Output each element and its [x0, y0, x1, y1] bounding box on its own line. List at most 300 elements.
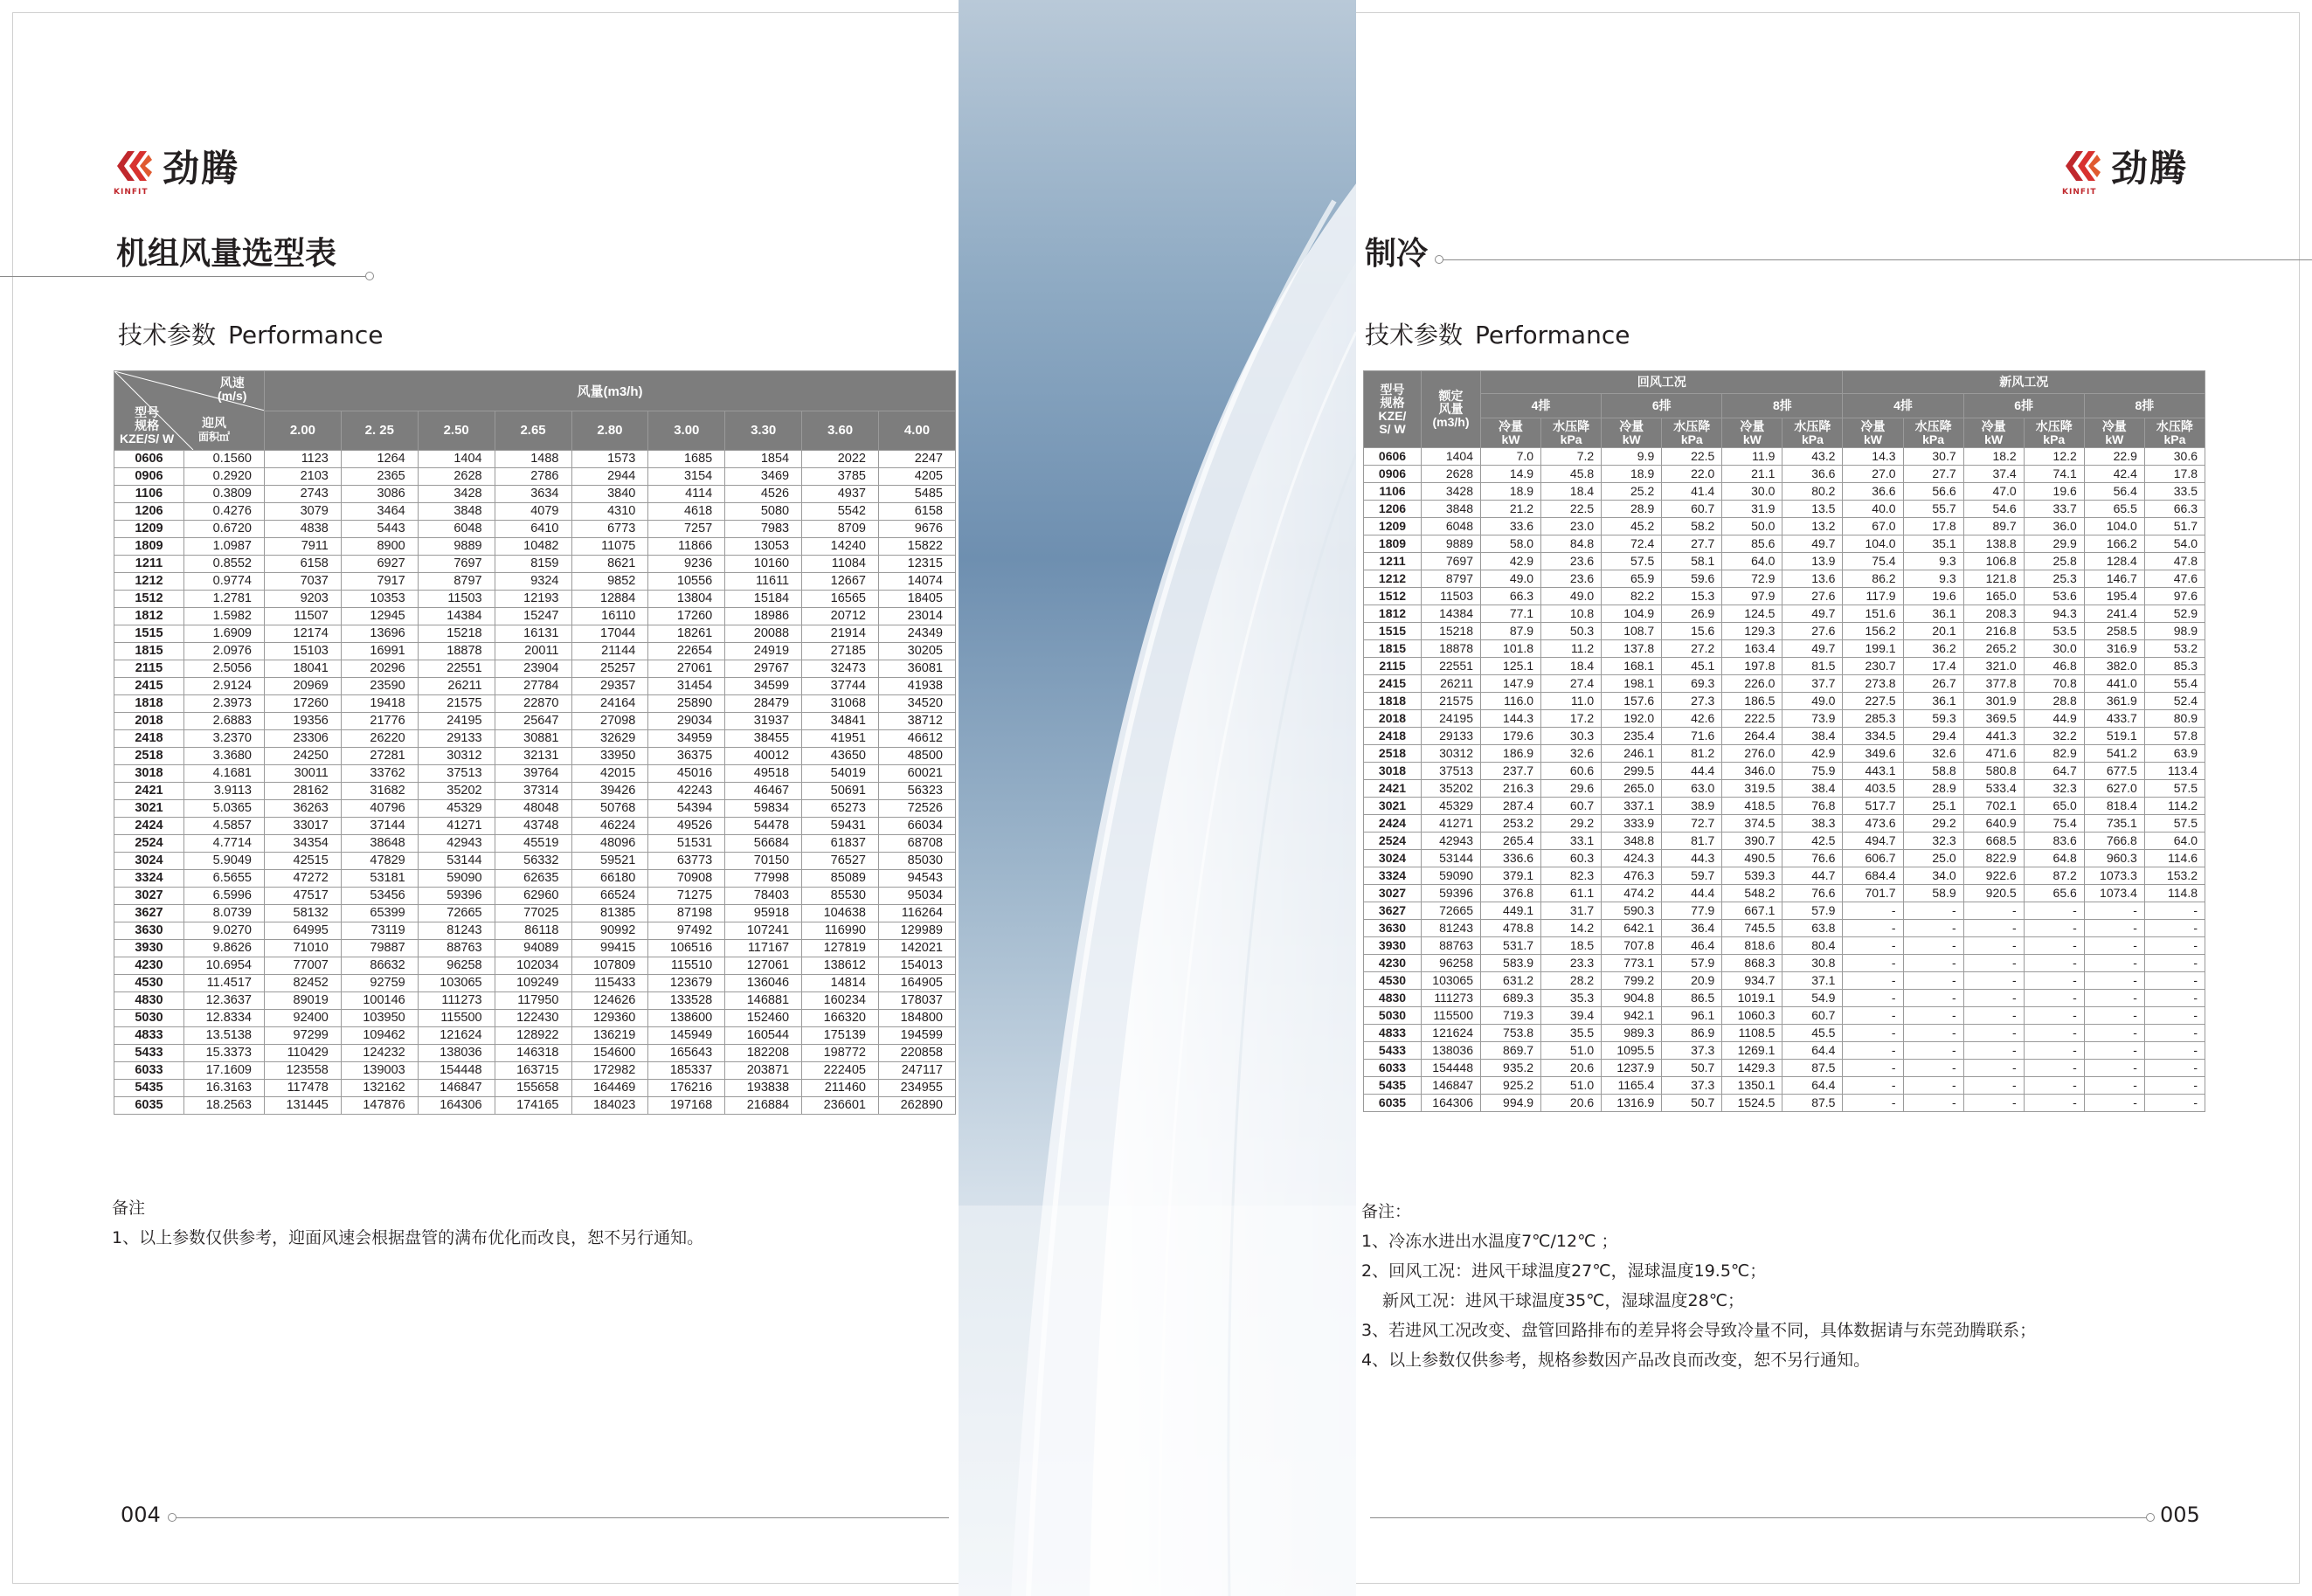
capacity-cell: 818.6	[1722, 937, 1782, 955]
airflow-cell: 36375	[648, 748, 725, 765]
capacity-cell: 418.5	[1722, 798, 1782, 815]
pressure-drop-cell: 57.9	[1662, 955, 1722, 972]
capacity-cell: -	[1963, 1060, 2024, 1077]
pressure-drop-cell: 64.4	[1782, 1077, 1843, 1095]
airflow-cell: 197168	[648, 1097, 725, 1115]
face-area-cell: 3.3680	[184, 748, 265, 765]
capacity-cell: 640.9	[1963, 815, 2024, 833]
capacity-cell: 166.2	[2084, 535, 2144, 553]
capacity-cell: -	[1963, 955, 2024, 972]
pressure-drop-cell: 30.7	[1903, 448, 1963, 466]
pressure-drop-cell: 22.5	[1662, 448, 1722, 466]
airflow-cell: 160544	[725, 1027, 802, 1045]
capacity-cell: -	[1963, 1025, 2024, 1042]
capacity-cell: 241.4	[2084, 605, 2144, 623]
airflow-cell: 48500	[879, 748, 956, 765]
model-cell: 3324	[114, 870, 184, 888]
airflow-cell: 178037	[879, 992, 956, 1010]
capacity-cell: 822.9	[1963, 850, 2024, 867]
pressure-drop-cell: 17.2	[1541, 710, 1602, 728]
pressure-drop-cell: 80.4	[1782, 937, 1843, 955]
pressure-drop-cell: 19.6	[1903, 588, 1963, 605]
table-row	[114, 1027, 956, 1045]
table-row	[114, 1080, 956, 1097]
table-row	[114, 678, 956, 695]
fresh-air-group-header: 新风工况	[1843, 371, 2205, 394]
model-cell: 2018	[114, 713, 184, 730]
capacity-cell: 735.1	[2084, 815, 2144, 833]
airflow-cell: 9676	[879, 521, 956, 538]
airflow-cell: 31454	[648, 678, 725, 695]
airflow-cell: 4937	[802, 486, 879, 503]
airflow-cell: 29767	[725, 660, 802, 678]
airflow-cell: 109462	[341, 1027, 418, 1045]
capacity-cell: -	[1843, 1095, 1903, 1112]
capacity-cell: 168.1	[1602, 658, 1662, 675]
capacity-cell: 42.9	[1481, 553, 1541, 570]
model-cell: 2418	[114, 730, 184, 748]
airflow-cell: 21575	[418, 695, 495, 713]
airflow-cell: 8797	[418, 573, 495, 591]
airflow-cell: 10482	[495, 538, 571, 556]
capacity-cell: 1316.9	[1602, 1095, 1662, 1112]
brand-logo-left	[114, 135, 239, 197]
airflow-cell: 9236	[648, 556, 725, 573]
table-row	[114, 643, 956, 660]
capacity-cell: 258.5	[2084, 623, 2144, 640]
left-subtitle-en: Performance	[228, 321, 384, 349]
pressure-drop-cell: -	[1903, 1060, 1963, 1077]
rated-airflow-cell: 164306	[1422, 1095, 1481, 1112]
capacity-cell: 539.3	[1722, 867, 1782, 885]
model-cell: 0906	[1364, 466, 1422, 483]
capacity-cell: 199.1	[1843, 640, 1903, 658]
pressure-drop-cell: 60.3	[1541, 850, 1602, 867]
pressure-drop-cell: 69.3	[1662, 675, 1722, 693]
airflow-cell: 41951	[802, 730, 879, 748]
airflow-cell: 85089	[802, 870, 879, 888]
rated-airflow-cell: 3848	[1422, 501, 1481, 518]
capacity-cell: 11.9	[1722, 448, 1782, 466]
capacity-cell: 226.0	[1722, 675, 1782, 693]
rated-airflow-cell: 121624	[1422, 1025, 1481, 1042]
pressure-drop-cell: 49.0	[1782, 693, 1843, 710]
model-cell: 3930	[1364, 937, 1422, 955]
pressure-drop-cell: -	[2024, 920, 2084, 937]
table-row	[114, 468, 956, 486]
pressure-drop-cell: 64.8	[2024, 850, 2084, 867]
airflow-cell: 184800	[879, 1010, 956, 1027]
airflow-cell: 99415	[571, 940, 648, 957]
airflow-cell: 46467	[725, 783, 802, 800]
pressure-drop-cell: 63.8	[1782, 920, 1843, 937]
airflow-cell: 41271	[418, 818, 495, 835]
capacity-cell: 719.3	[1481, 1007, 1541, 1025]
airflow-cell: 164469	[571, 1080, 648, 1097]
capacity-cell: -	[2084, 990, 2144, 1007]
model-cell: 1106	[1364, 483, 1422, 501]
airflow-cell: 23014	[879, 608, 956, 625]
pressure-drop-cell: 42.6	[1662, 710, 1722, 728]
airflow-cell: 85530	[802, 888, 879, 905]
airflow-cell: 32473	[802, 660, 879, 678]
capacity-cell: 424.3	[1602, 850, 1662, 867]
pressure-drop-cell: -	[2144, 990, 2205, 1007]
pressure-drop-cell: 52.4	[2144, 693, 2205, 710]
pressure-drop-cell: -	[1903, 972, 1963, 990]
capacity-cell: 642.1	[1602, 920, 1662, 937]
pressure-drop-cell: 50.3	[1541, 623, 1602, 640]
airflow-cell: 116264	[879, 905, 956, 922]
capacity-cell: -	[1963, 920, 2024, 937]
capacity-cell: 478.8	[1481, 920, 1541, 937]
capacity-cell: 346.0	[1722, 763, 1782, 780]
table-row	[114, 940, 956, 957]
capacity-cell: 116.0	[1481, 693, 1541, 710]
pressure-drop-cell: 77.9	[1662, 902, 1722, 920]
capacity-cell: 28.9	[1602, 501, 1662, 518]
rated-airflow-cell: 88763	[1422, 937, 1481, 955]
model-cell: 3627	[114, 905, 184, 922]
airflow-cell: 85030	[879, 853, 956, 870]
rated-airflow-header: 额定 风量 (m3/h)	[1422, 371, 1481, 448]
model-cell: 5030	[114, 1010, 184, 1027]
airflow-cell: 2022	[802, 451, 879, 468]
pressure-drop-cell: 18.4	[1541, 483, 1602, 501]
pressure-drop-cell: 31.7	[1541, 902, 1602, 920]
airflow-cell: 46224	[571, 818, 648, 835]
airflow-cell: 16565	[802, 591, 879, 608]
capacity-cell: 1095.5	[1602, 1042, 1662, 1060]
pressure-drop-cell: -	[2144, 1007, 2205, 1025]
right-footer-dot	[2146, 1513, 2155, 1522]
airflow-cell: 19356	[265, 713, 342, 730]
right-title-rule	[1442, 259, 2312, 260]
pressure-drop-cell: -	[2144, 920, 2205, 937]
airflow-cell: 3154	[648, 468, 725, 486]
pressure-drop-cell: 44.4	[1662, 763, 1722, 780]
airflow-cell: 47517	[265, 888, 342, 905]
pressure-drop-cell: -	[1903, 1025, 1963, 1042]
airflow-cell: 32629	[571, 730, 648, 748]
airflow-cell: 11084	[802, 556, 879, 573]
pressure-drop-cell: 74.1	[2024, 466, 2084, 483]
airflow-cell: 136046	[725, 975, 802, 992]
pressure-drop-cell: 97.6	[2144, 588, 2205, 605]
left-notes	[112, 1193, 703, 1253]
capacity-cell: 208.3	[1963, 605, 2024, 623]
capacity-cell: 57.5	[1602, 553, 1662, 570]
pressure-drop-cell: 63.0	[1662, 780, 1722, 798]
face-area-cell: 0.9774	[184, 573, 265, 591]
capacity-cell: 1237.9	[1602, 1060, 1662, 1077]
table-row	[1364, 570, 2205, 588]
capacity-cell: -	[2084, 1060, 2144, 1077]
pressure-drop-cell: 87.2	[2024, 867, 2084, 885]
airflow-cell: 27185	[802, 643, 879, 660]
capacity-cell: 124.5	[1722, 605, 1782, 623]
capacity-cell: 65.9	[1602, 570, 1662, 588]
pressure-drop-cell: 52.9	[2144, 605, 2205, 623]
capacity-cell: 22.9	[2084, 448, 2144, 466]
model-cell: 3630	[114, 922, 184, 940]
model-cell: 1211	[114, 556, 184, 573]
face-area-cell: 0.6720	[184, 521, 265, 538]
airflow-cell: 139003	[341, 1062, 418, 1080]
face-area-cell: 10.6954	[184, 957, 265, 975]
airflow-cell: 7037	[265, 573, 342, 591]
capacity-cell: 319.5	[1722, 780, 1782, 798]
corner-speed-label: 风速 (m/s)	[218, 376, 247, 403]
capacity-cell: 868.3	[1722, 955, 1782, 972]
table-row	[114, 748, 956, 765]
model-cell: 6035	[114, 1097, 184, 1115]
kinfit-logo-icon	[114, 146, 154, 197]
pressure-drop-cell: 44.4	[1662, 885, 1722, 902]
airflow-cell: 216884	[725, 1097, 802, 1115]
model-cell: 2518	[114, 748, 184, 765]
right-subtitle-en: Performance	[1475, 321, 1630, 349]
airflow-cell: 262890	[879, 1097, 956, 1115]
capacity-cell: 147.9	[1481, 675, 1541, 693]
table-row	[114, 660, 956, 678]
pressure-drop-cell: 38.3	[1782, 815, 1843, 833]
capacity-cell: -	[1843, 937, 1903, 955]
pressure-drop-cell: 73.9	[1782, 710, 1843, 728]
airflow-cell: 17260	[648, 608, 725, 625]
airflow-cell: 77007	[265, 957, 342, 975]
right-note-1: 1、冷冻水进出水温度7℃/12℃ ；	[1361, 1232, 1618, 1251]
airflow-cell: 129360	[571, 1010, 648, 1027]
face-area-cell: 0.4276	[184, 503, 265, 521]
model-cell: 2421	[114, 783, 184, 800]
pressure-drop-cell: 114.6	[2144, 850, 2205, 867]
pressure-drop-cell: 51.0	[1541, 1042, 1602, 1060]
airflow-cell: 6773	[571, 521, 648, 538]
face-area-cell: 4.1681	[184, 765, 265, 783]
airflow-cell: 2743	[265, 486, 342, 503]
pressure-drop-cell: 20.6	[1541, 1060, 1602, 1077]
model-cell: 1812	[1364, 605, 1422, 623]
capacity-unit: kW	[1742, 432, 1762, 446]
airflow-cell: 79887	[341, 940, 418, 957]
capacity-cell: 476.3	[1602, 867, 1662, 885]
capacity-cell: 349.6	[1843, 745, 1903, 763]
capacity-unit: kW	[2105, 432, 2124, 446]
pressure-drop-cell: 45.1	[1662, 658, 1722, 675]
capacity-cell: 369.5	[1963, 710, 2024, 728]
capacity-cell: 18.9	[1481, 483, 1541, 501]
model-cell: 3627	[1364, 902, 1422, 920]
model-cell: 1212	[1364, 570, 1422, 588]
table-row	[114, 556, 956, 573]
pressure-drop-cell: 42.5	[1782, 833, 1843, 850]
pressure-drop-cell: 35.1	[1903, 535, 1963, 553]
airflow-cell: 15247	[495, 608, 571, 625]
airflow-cell: 14814	[802, 975, 879, 992]
airflow-cell: 53181	[341, 870, 418, 888]
capacity-cell: -	[2084, 972, 2144, 990]
face-area-cell: 12.3637	[184, 992, 265, 1010]
capacity-cell: 117.9	[1843, 588, 1903, 605]
rated-airflow-cell: 42943	[1422, 833, 1481, 850]
pressure-drop-cell: 36.1	[1903, 693, 1963, 710]
capacity-cell: 1269.1	[1722, 1042, 1782, 1060]
pressure-drop-label: 水压降	[1553, 418, 1590, 433]
airflow-cell: 40012	[725, 748, 802, 765]
airflow-cell: 68708	[879, 835, 956, 853]
model-cell: 1809	[114, 538, 184, 556]
row-count-header-cell: 4排	[1843, 394, 1963, 418]
airflow-cell: 198772	[802, 1045, 879, 1062]
airflow-cell: 2365	[341, 468, 418, 486]
capacity-cell: 197.8	[1722, 658, 1782, 675]
pressure-drop-cell: 28.8	[2024, 693, 2084, 710]
pressure-drop-cell: 63.9	[2144, 745, 2205, 763]
airflow-cell: 4310	[571, 503, 648, 521]
airflow-cell: 43748	[495, 818, 571, 835]
capacity-header-cell	[1722, 418, 1782, 448]
capacity-cell: -	[2084, 1007, 2144, 1025]
pressure-drop-label: 水压降	[1914, 418, 1952, 433]
pressure-drop-cell: 42.9	[1782, 745, 1843, 763]
airflow-cell: 27784	[495, 678, 571, 695]
table-row	[114, 625, 956, 643]
rated-airflow-cell: 18878	[1422, 640, 1481, 658]
table-row	[1364, 955, 2205, 972]
pressure-drop-cell: 7.2	[1541, 448, 1602, 466]
pressure-drop-cell: 23.6	[1541, 553, 1602, 570]
airflow-cell: 95918	[725, 905, 802, 922]
airflow-cell: 48096	[571, 835, 648, 853]
capacity-cell: 922.6	[1963, 867, 2024, 885]
airflow-cell: 24195	[418, 713, 495, 730]
rated-airflow-cell: 29133	[1422, 728, 1481, 745]
pressure-drop-cell: -	[2024, 1095, 2084, 1112]
model-cell: 4230	[1364, 955, 1422, 972]
capacity-cell: 265.0	[1602, 780, 1662, 798]
airflow-cell: 185337	[648, 1062, 725, 1080]
pressure-drop-cell: 30.3	[1541, 728, 1602, 745]
airflow-cell: 24164	[571, 695, 648, 713]
airflow-cell: 10353	[341, 591, 418, 608]
airflow-cell: 96258	[418, 957, 495, 975]
airflow-cell: 174165	[495, 1097, 571, 1115]
rated-airflow-cell: 21575	[1422, 693, 1481, 710]
airflow-cell: 30312	[418, 748, 495, 765]
rated-airflow-cell: 14384	[1422, 605, 1481, 623]
pressure-drop-cell: 9.3	[1903, 553, 1963, 570]
table-row	[1364, 780, 2205, 798]
airflow-cell: 160234	[802, 992, 879, 1010]
capacity-cell: 376.8	[1481, 885, 1541, 902]
capacity-cell: 1019.1	[1722, 990, 1782, 1007]
airflow-cell: 18041	[265, 660, 342, 678]
airflow-cell: 11075	[571, 538, 648, 556]
airflow-cell: 70908	[648, 870, 725, 888]
pressure-drop-cell: 51.7	[2144, 518, 2205, 535]
airflow-cell: 11611	[725, 573, 802, 591]
airflow-cell: 86632	[341, 957, 418, 975]
model-cell: 3930	[114, 940, 184, 957]
airflow-cell: 115510	[648, 957, 725, 975]
airflow-cell: 8900	[341, 538, 418, 556]
capacity-cell: 235.4	[1602, 728, 1662, 745]
model-cell: 2018	[1364, 710, 1422, 728]
capacity-cell: 745.5	[1722, 920, 1782, 937]
capacity-cell: 104.0	[2084, 518, 2144, 535]
pressure-drop-cell: 59.7	[1662, 867, 1722, 885]
airflow-cell: 59431	[802, 818, 879, 835]
table-row	[1364, 1042, 2205, 1060]
capacity-cell: 186.9	[1481, 745, 1541, 763]
table-row	[114, 1062, 956, 1080]
airflow-cell: 53144	[418, 853, 495, 870]
capacity-cell: 77.1	[1481, 605, 1541, 623]
capacity-cell: 144.3	[1481, 710, 1541, 728]
pressure-drop-cell: 47.8	[2144, 553, 2205, 570]
pressure-drop-cell: 153.2	[2144, 867, 2205, 885]
airflow-cell: 25890	[648, 695, 725, 713]
airflow-cell: 21144	[571, 643, 648, 660]
airflow-cell: 123558	[265, 1062, 342, 1080]
capacity-cell: 473.6	[1843, 815, 1903, 833]
airflow-cell: 31682	[341, 783, 418, 800]
pressure-drop-unit: kPa	[2043, 432, 2066, 446]
face-area-cell: 0.2920	[184, 468, 265, 486]
capacity-cell: 667.1	[1722, 902, 1782, 920]
airflow-cell: 37314	[495, 783, 571, 800]
pressure-drop-cell: 36.6	[1782, 466, 1843, 483]
airflow-cell: 4618	[648, 503, 725, 521]
airflow-cell: 4205	[879, 468, 956, 486]
airflow-cell: 76527	[802, 853, 879, 870]
airflow-cell: 54478	[725, 818, 802, 835]
pressure-drop-cell: 55.7	[1903, 501, 1963, 518]
table-row	[1364, 658, 2205, 675]
model-cell: 1106	[114, 486, 184, 503]
right-footer-rule	[1370, 1517, 2146, 1518]
airflow-cell: 81385	[571, 905, 648, 922]
airflow-cell: 30011	[265, 765, 342, 783]
rated-airflow-cell: 41271	[1422, 815, 1481, 833]
brand-logo-right	[2062, 135, 2188, 197]
face-area-cell: 11.4517	[184, 975, 265, 992]
capacity-cell: 37.4	[1963, 466, 2024, 483]
table-row	[114, 975, 956, 992]
capacity-cell: -	[1843, 1077, 1903, 1095]
face-area-cell: 5.9049	[184, 853, 265, 870]
face-area-cell: 9.8626	[184, 940, 265, 957]
table-row	[1364, 1095, 2205, 1112]
capacity-label: 冷量	[2101, 418, 2127, 433]
capacity-cell: 87.9	[1481, 623, 1541, 640]
model-cell: 1512	[114, 591, 184, 608]
airflow-cell: 60021	[879, 765, 956, 783]
capacity-cell: 273.8	[1843, 675, 1903, 693]
capacity-cell: 960.3	[2084, 850, 2144, 867]
rated-airflow-cell: 72665	[1422, 902, 1481, 920]
capacity-unit: kW	[1501, 432, 1520, 446]
table-row	[1364, 1060, 2205, 1077]
pressure-drop-cell: 29.6	[1541, 780, 1602, 798]
pressure-drop-cell: 49.7	[1782, 640, 1843, 658]
pressure-drop-unit: kPa	[1922, 432, 1945, 446]
airflow-cell: 20088	[725, 625, 802, 643]
model-cell: 3027	[114, 888, 184, 905]
rated-airflow-cell: 15218	[1422, 623, 1481, 640]
pressure-drop-cell: 37.3	[1662, 1042, 1722, 1060]
